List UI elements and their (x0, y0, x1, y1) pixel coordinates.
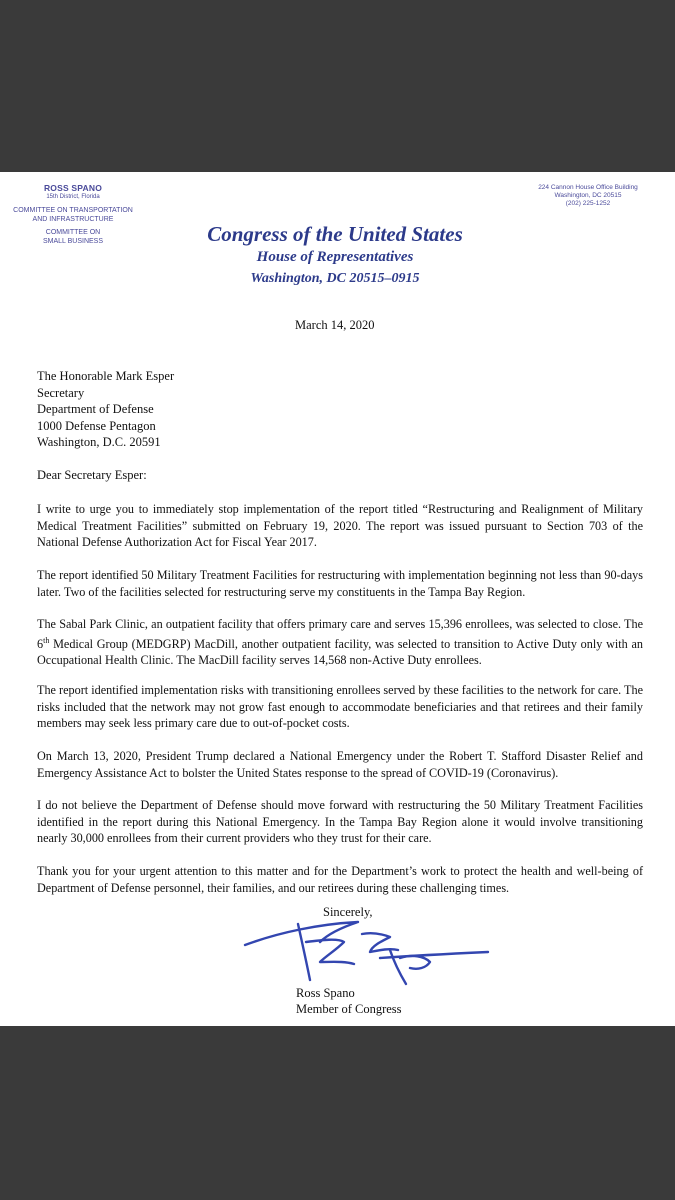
office-city: Washington, DC 20515 (554, 192, 622, 199)
committee-small-business-line1: COMMITTEE ON (45, 229, 101, 236)
salutation: Dear Secretary Esper: (37, 468, 147, 482)
paragraph-3 (37, 616, 643, 669)
letterhead-member-info (8, 184, 138, 246)
house-title: House of Representatives (256, 249, 414, 265)
member-name: ROSS SPANO (43, 183, 103, 193)
office-address: 224 Cannon House Office Building (538, 184, 638, 191)
recipient-line: 1000 Defense Pentagon (37, 418, 156, 433)
office-phone: (202) 225-1252 (565, 200, 611, 207)
letter-date: March 14, 2020 (295, 318, 375, 332)
paragraph-5: On March 13, 2020, President Trump declared a National Emergency under the Robert T. Stafford Disaster Relief and Emergency Assistance Act to bolster the United States response to the spread of COVID-19 (Coronavirus). (37, 749, 643, 780)
paragraph-6: I do not believe the Department of Defense should move forward with restructuring the 50 Military Treatment Facilities identified in the report during this National Emergency. In the Tampa Bay Region alone it would involve transitioning nearly 30,000 enrollees from their current providers who they trust for their care. (37, 798, 643, 845)
paragraph-7: Thank you for your urgent attention to this matter and for the Department’s work to protect the health and well-being of Department of Defense personnel, their families, and our retirees during these challenging times. (37, 864, 643, 895)
committee-transportation-line1: COMMITTEE ON TRANSPORTATION (13, 207, 133, 214)
letterhead-office-info (513, 184, 663, 208)
paragraph-2: The report identified 50 Military Treatment Facilities for restructuring with implementation beginning not less than 90-days later. Two of the facilities selected for restructuring serve my constituents in the Tampa Bay Region. (37, 568, 643, 599)
recipient-line: Secretary (37, 385, 85, 400)
letter-page (0, 172, 675, 1026)
committee-small-business-line2: SMALL BUSINESS (42, 237, 104, 245)
recipient-line: The Honorable Mark Esper (37, 369, 175, 383)
recipient-line: Department of Defense (37, 402, 154, 416)
ordinal-suffix: th (43, 635, 50, 645)
signer-block (296, 985, 402, 1017)
congress-title: Congress of the United States (207, 222, 463, 246)
signer-title: Member of Congress (296, 1002, 402, 1016)
committee-transportation-line2: AND INFRASTRUCTURE (32, 215, 114, 223)
signature (240, 912, 490, 987)
recipient-address (37, 368, 174, 451)
paragraph-3-part-b: Medical Group (MEDGRP) MacDill, another outpatient facility, was selected to transition to Active Duty only with an Occupational Health Clinic. The MacDill facility serves 14,568 non-Active Duty enrollees. (37, 636, 643, 668)
paragraph-4: The report identified implementation risks with transitioning enrollees served by these facilities to the network for care. The risks included that the network may not grow fast enough to accommodate beneficiaries and that retirees and their family members may seek less primary care due to out-of-pocket costs. (37, 683, 643, 730)
member-district: 15th District, Florida (46, 193, 100, 200)
paragraph-3-part-a: The Sabal Park Clinic, an outpatient facility that offers primary care and serves 15,396 enrollees, was selected to close. The 6 (37, 617, 643, 651)
signer-name: Ross Spano (296, 986, 355, 1000)
paragraph-1: I write to urge you to immediately stop implementation of the report titled “Restructuring and Realignment of Military Medical Treatment Facilities” submitted on February 19, 2020. The report was issued pursuant to Section 703 of the National Defense Authorization Act for Fiscal Year 2017. (37, 502, 643, 549)
house-address: Washington, DC 20515–0915 (250, 271, 420, 286)
recipient-line: Washington, D.C. 20591 (37, 435, 161, 449)
closing: Sincerely, (323, 905, 373, 919)
